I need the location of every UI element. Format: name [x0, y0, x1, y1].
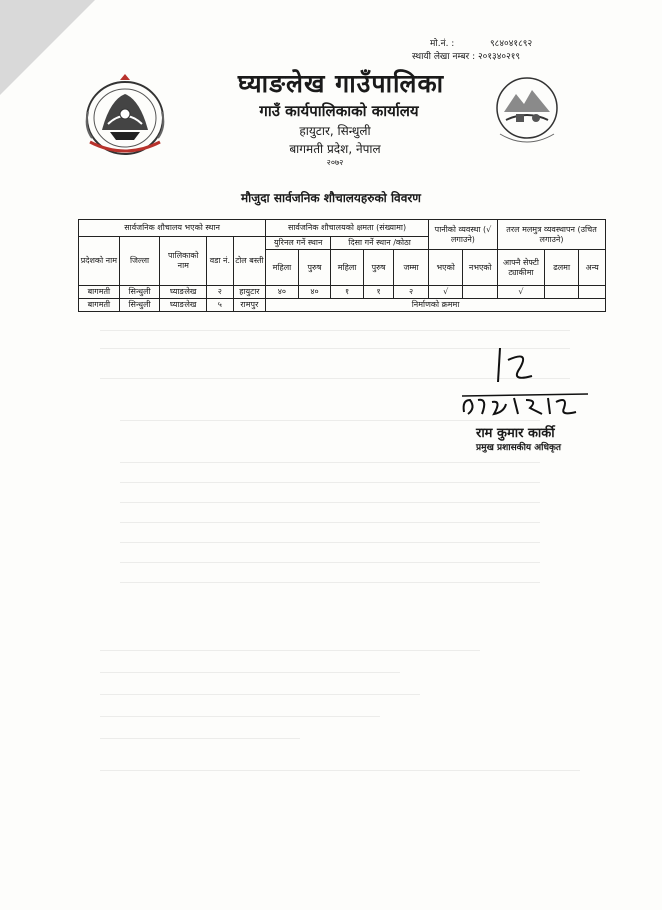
header-female-urinal: महिला [266, 250, 299, 286]
cell-province: बागमती [79, 299, 120, 312]
header-male-urinal: पुरुष [298, 250, 331, 286]
cell-other [579, 286, 606, 299]
pan-label: स्थायी लेखा नम्बर : [412, 52, 476, 62]
header-water-no: नभएको [463, 250, 498, 286]
cell-total: २ [394, 286, 429, 299]
contact-block [412, 38, 533, 64]
cell-water-yes: √ [428, 286, 463, 299]
cell-water-no [463, 286, 498, 299]
cell-ward: ५ [207, 299, 233, 312]
header-total: जम्मा [394, 250, 429, 286]
signatory-title: प्रमुख प्रशासकीय अधिकृत [476, 443, 562, 453]
header-province: प्रदेशको नाम [79, 237, 120, 286]
toilet-details-table [78, 219, 606, 312]
header-male-toilet: पुरुष [363, 250, 394, 286]
cell-tole: रामपुर [233, 299, 266, 312]
handwritten-signature [460, 342, 590, 432]
cell-palika: घ्याङलेख [160, 286, 207, 299]
cell-female-urinal: ४० [266, 286, 299, 299]
cell-septic: √ [498, 286, 545, 299]
header-palika: पालिकाको नाम [160, 237, 207, 286]
pan-value: २०१३४०२१९ [477, 52, 521, 62]
cell-male-urinal: ४० [298, 286, 331, 299]
office-location: हायुटार, सिन्धुली [299, 124, 371, 138]
office-name: गाउँ कार्यपालिकाको कार्यालय [259, 102, 419, 120]
cell-tole: हायुटार [233, 286, 266, 299]
cell-construction-status: निर्माणको क्रममा [266, 299, 606, 312]
header-toilet: दिसा गर्ने स्थान /कोठा [331, 237, 429, 250]
table-row [79, 299, 606, 312]
municipality-name: घ्याङलेख गाउँपालिका [237, 69, 445, 98]
cell-district: सिन्धुली [119, 286, 160, 299]
cell-female-toilet: १ [331, 286, 364, 299]
established-year: २०७२ [326, 158, 344, 167]
header-drain: ढलमा [544, 250, 579, 286]
cell-ward: २ [207, 286, 233, 299]
phone-value: ९८४०४१८९२ [490, 39, 533, 49]
header-tole: टोल बस्ती [233, 237, 266, 286]
header-waste-group: तरल मलमुत्र व्यवस्थापन (उचित लगाउने) [498, 220, 606, 250]
table-row [79, 286, 606, 299]
header-district: जिल्ला [119, 237, 160, 286]
header-water-group: पानीको व्यवस्था (√ लगाउने) [428, 220, 497, 250]
cell-drain [544, 286, 579, 299]
cell-district: सिन्धुली [119, 299, 160, 312]
document-heading: मौजुदा सार्वजनिक शौचालयहरुको विवरण [241, 191, 421, 205]
header-female-toilet: महिला [331, 250, 364, 286]
cell-palika: घ्याङलेख [160, 299, 207, 312]
cell-male-toilet: १ [363, 286, 394, 299]
header-water-yes: भएको [428, 250, 463, 286]
phone-label: मो.नं. : [430, 39, 455, 49]
header-ward: वडा नं. [207, 237, 233, 286]
cell-province: बागमती [79, 286, 120, 299]
header-capacity-group: सार्वजनिक शौचालयको क्षमता (संख्यामा) [266, 220, 429, 237]
header-location-group: सार्वजनिक शौचालय भएको स्थान [79, 220, 266, 237]
header-other: अन्य [579, 250, 606, 286]
header-urinal: युरिनल गर्ने स्थान [266, 237, 331, 250]
office-province: बागमती प्रदेश, नेपाल [289, 142, 381, 156]
signatory-name: राम कुमार कार्की [476, 426, 555, 441]
header-septic: आफ्नै सेफ्टी ट्याकीमा [498, 250, 545, 286]
